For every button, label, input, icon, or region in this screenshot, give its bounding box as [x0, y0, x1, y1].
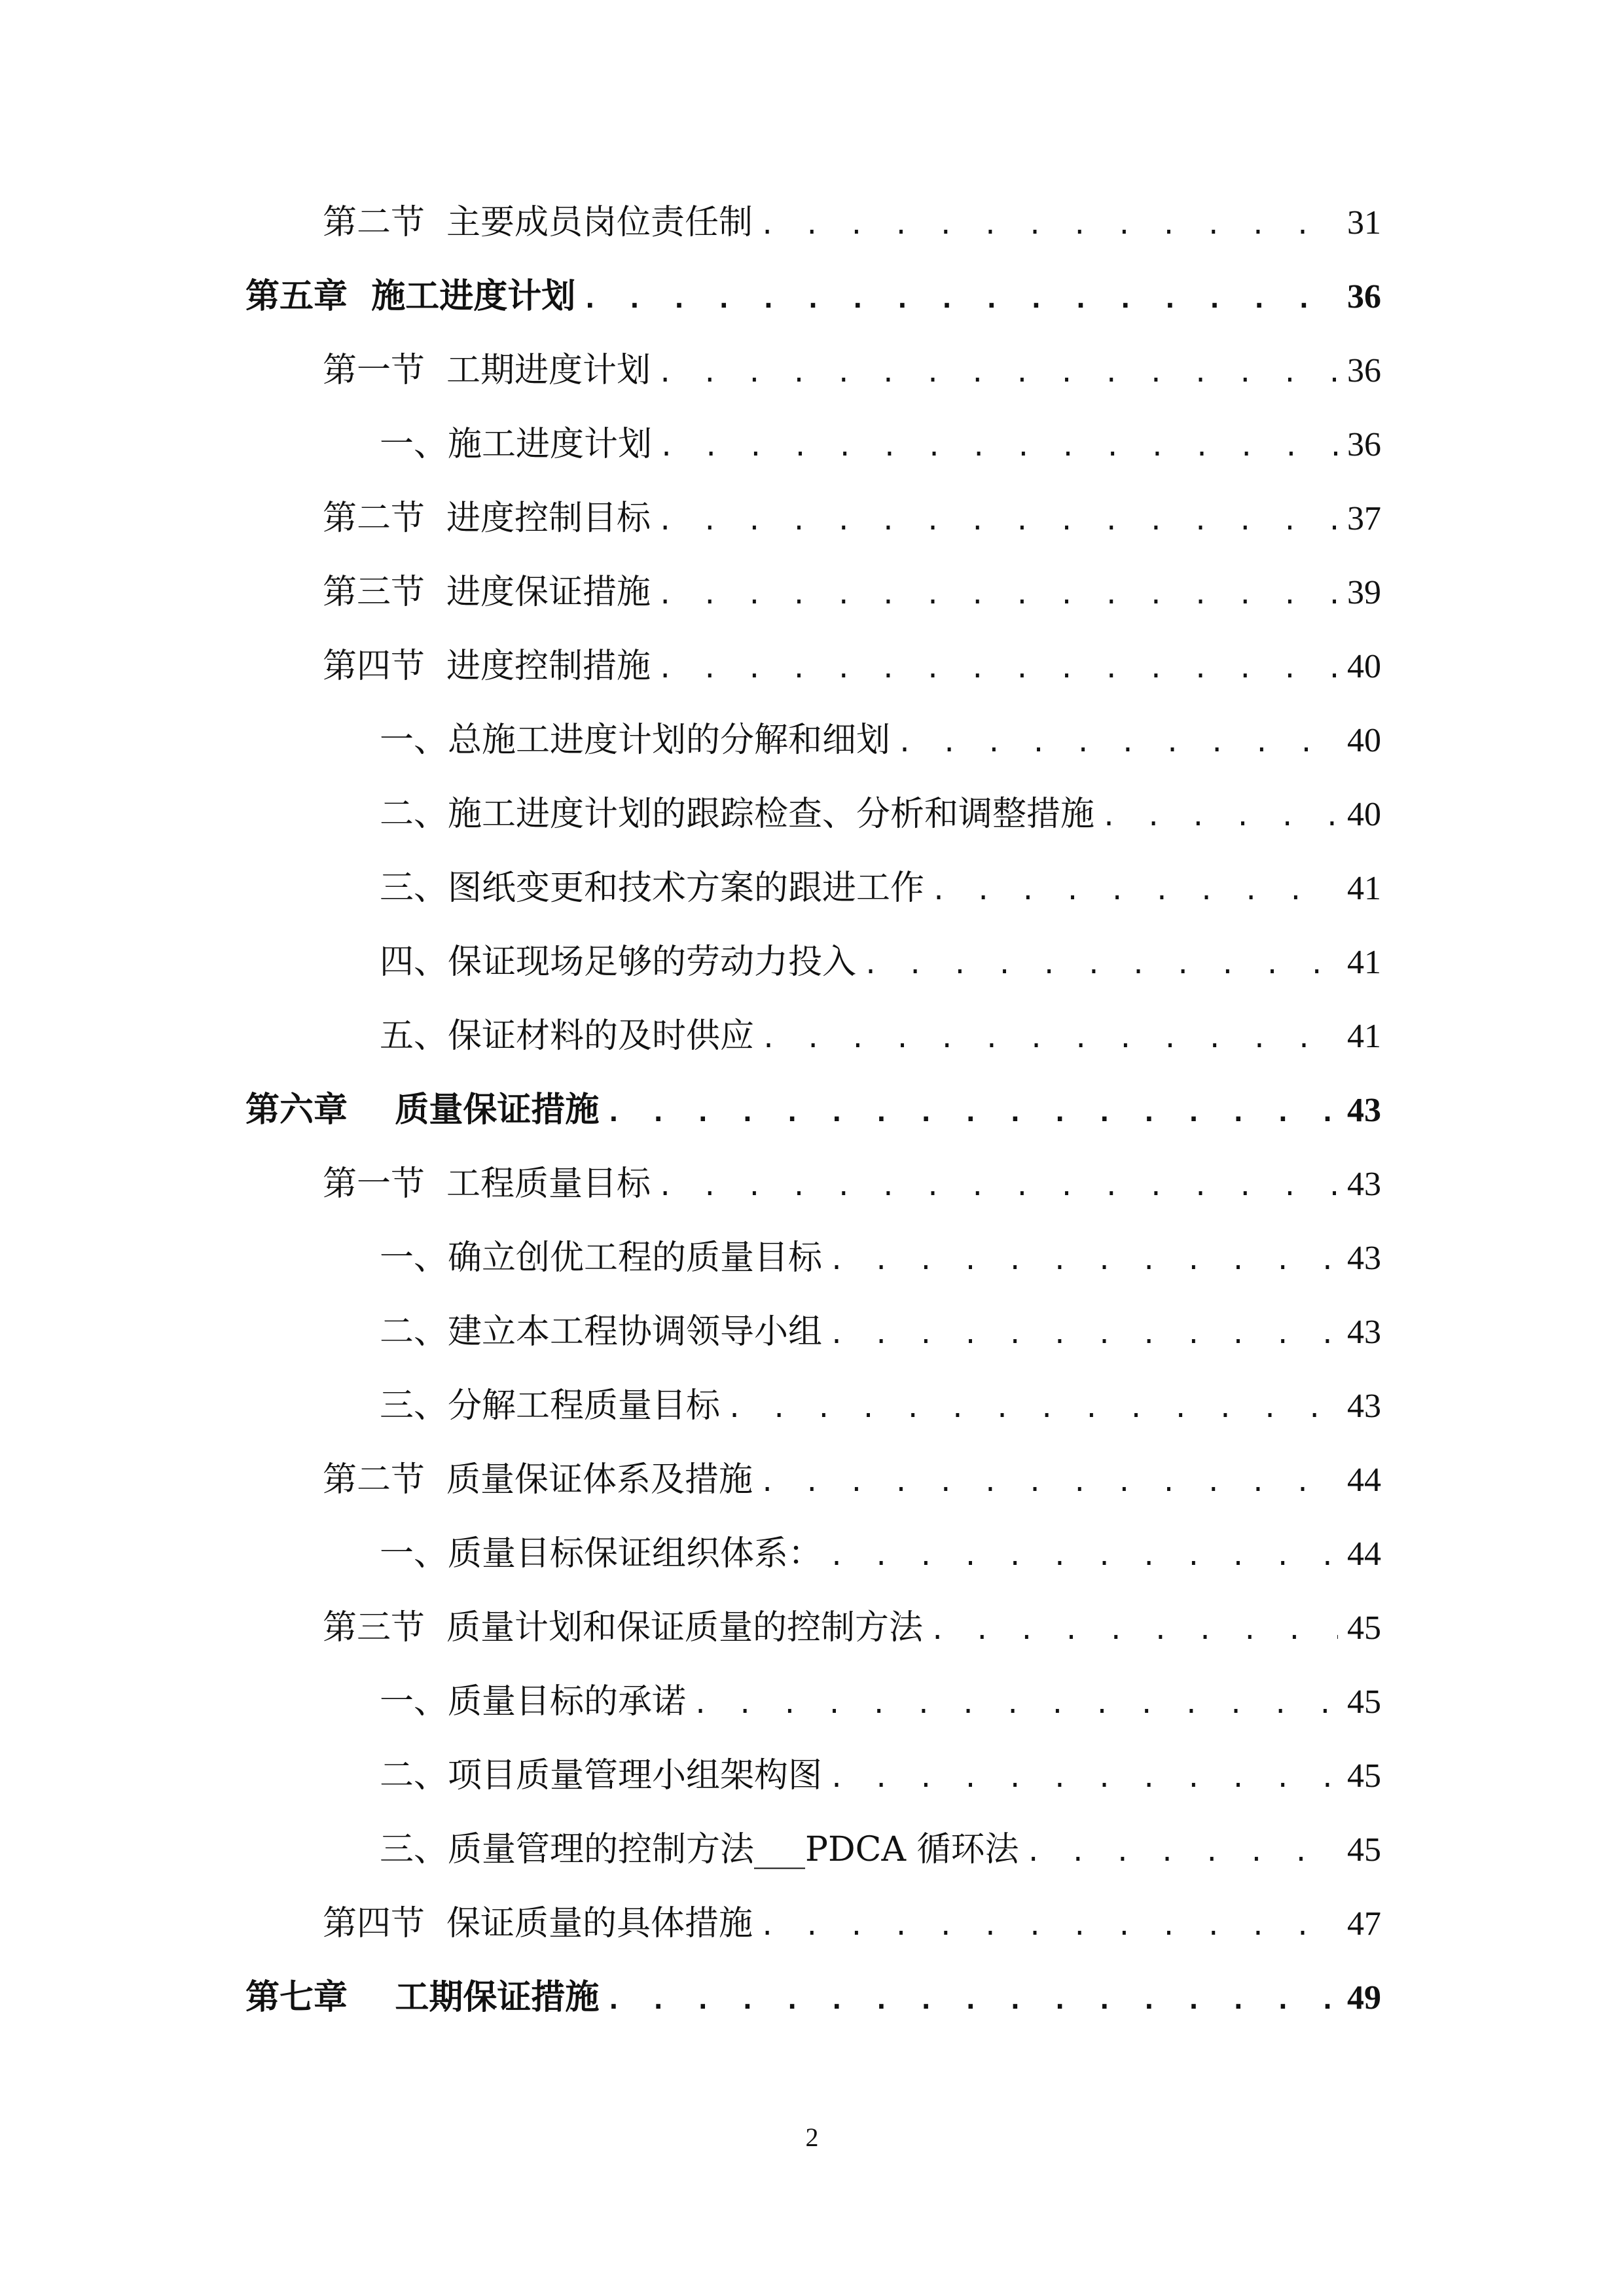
toc-dot-leader — [657, 340, 1338, 403]
toc-entry-page: 40 — [1347, 796, 1381, 833]
toc-entry[interactable] — [0, 1669, 1624, 1734]
toc-entry-page: 45 — [1347, 1831, 1381, 1869]
toc-entry[interactable] — [0, 1373, 1624, 1439]
toc-entry[interactable] — [0, 338, 1624, 403]
toc-entry[interactable] — [0, 855, 1624, 921]
toc-dot-leader — [605, 1967, 1338, 2030]
toc-entry-page: 43 — [1347, 1092, 1381, 1129]
toc-entry[interactable] — [0, 1521, 1624, 1587]
toc-entry-label: 二、施工进度计划的跟踪检查、分析和调整措施 — [380, 795, 1095, 834]
toc-entry-page: 40 — [1347, 722, 1381, 759]
toc-entry[interactable] — [0, 1225, 1624, 1291]
toc-entry-page: 43 — [1347, 1388, 1381, 1425]
toc-dot-leader — [759, 1893, 1338, 1956]
toc-dot-leader — [759, 192, 1338, 255]
toc-dot-leader — [829, 1302, 1338, 1365]
toc-entry-label: 第三节 进度保证措施 — [323, 573, 651, 612]
toc-entry-label: 第一节 工程质量目标 — [323, 1164, 651, 1204]
toc-entry[interactable] — [0, 1077, 1624, 1143]
toc-entry-page: 41 — [1347, 870, 1381, 907]
toc-entry[interactable] — [0, 1743, 1624, 1808]
toc-entry-label: 第二节 主要成员岗位责任制 — [323, 203, 753, 242]
toc-entry-page: 44 — [1347, 1535, 1381, 1573]
toc-entry[interactable] — [0, 929, 1624, 995]
toc-entry-label: 第三节 质量计划和保证质量的控制方法 — [323, 1608, 924, 1647]
toc-entry-page: 44 — [1347, 1462, 1381, 1499]
toc-entry-page: 36 — [1347, 278, 1381, 315]
toc-entry-page: 43 — [1347, 1166, 1381, 1203]
toc-entry-page: 43 — [1347, 1240, 1381, 1277]
toc-entry-label: 第五章 施工进度计划 — [245, 276, 576, 316]
toc-entry-page: 36 — [1347, 426, 1381, 463]
toc-entry-label: 一、质量目标的承诺 — [380, 1682, 687, 1721]
toc-entry-label: 四、保证现场足够的劳动力投入 — [380, 942, 857, 982]
toc-entry-page: 47 — [1347, 1905, 1381, 1943]
toc-entry-page: 45 — [1347, 1683, 1381, 1721]
toc-entry[interactable] — [0, 190, 1624, 255]
toc-dot-leader — [1101, 784, 1338, 847]
toc-entry-label: 五、保证材料的及时供应 — [380, 1016, 755, 1056]
toc-dot-leader — [931, 858, 1338, 921]
toc-entry[interactable] — [0, 634, 1624, 699]
toc-dot-leader — [829, 1228, 1338, 1291]
toc-dot-leader — [693, 1672, 1338, 1734]
toc-entry-label: 二、项目质量管理小组架构图 — [380, 1756, 823, 1795]
toc-entry-label: 第四节 保证质量的具体措施 — [323, 1904, 753, 1943]
toc-entry[interactable] — [0, 708, 1624, 773]
toc-entry-page: 41 — [1347, 1018, 1381, 1055]
toc-entry-label: 第一节 工期进度计划 — [323, 351, 651, 390]
toc-dot-leader — [657, 488, 1338, 551]
toc-entry-label: 一、质量目标保证组织体系： — [380, 1534, 823, 1573]
toc-entry[interactable] — [0, 412, 1624, 477]
toc-entry-page: 45 — [1347, 1757, 1381, 1795]
toc-entry-label: 第六章 质量保证措施 — [245, 1090, 600, 1130]
toc-dot-leader — [657, 1154, 1338, 1217]
toc-entry-page: 49 — [1347, 1979, 1381, 2017]
toc-dot-leader — [829, 1524, 1338, 1587]
toc-entry[interactable] — [0, 1965, 1624, 2030]
toc-entry[interactable] — [0, 781, 1624, 847]
toc-entry[interactable] — [0, 264, 1624, 329]
toc-entry-label: 第七章 工期保证措施 — [245, 1977, 600, 2017]
toc-entry-label: 第二节 进度控制目标 — [323, 499, 651, 538]
toc-entry-label: 第二节 质量保证体系及措施 — [323, 1460, 753, 1499]
toc-dot-leader — [897, 710, 1338, 773]
toc-entry-label: 二、建立本工程协调领导小组 — [380, 1312, 823, 1352]
toc-dot-leader — [659, 414, 1338, 477]
toc-dot-leader — [1026, 1820, 1338, 1882]
toc-entry-label: 三、质量管理的控制方法___PDCA 循环法 — [380, 1830, 1019, 1869]
toc-entry-label: 一、确立创优工程的质量目标 — [380, 1238, 823, 1278]
toc-entry-page: 45 — [1347, 1609, 1381, 1647]
toc-entry-page: 39 — [1347, 574, 1381, 611]
toc-entry-page: 36 — [1347, 352, 1381, 389]
toc-entry[interactable] — [0, 486, 1624, 551]
toc-dot-leader — [929, 1598, 1338, 1660]
toc-dot-leader — [761, 1006, 1338, 1069]
toc-entry[interactable] — [0, 1595, 1624, 1660]
toc-dot-leader — [863, 932, 1338, 995]
toc-entry[interactable] — [0, 1003, 1624, 1069]
toc-entry-label: 第四节 进度控制措施 — [323, 647, 651, 686]
toc-entry-page: 41 — [1347, 944, 1381, 981]
toc-entry-label: 一、施工进度计划 — [380, 425, 653, 464]
toc-entry[interactable] — [0, 1447, 1624, 1513]
toc-dot-leader — [657, 636, 1338, 699]
toc-entry-label: 一、总施工进度计划的分解和细划 — [380, 721, 891, 760]
toc-dot-leader — [727, 1376, 1338, 1439]
toc-entry-page: 31 — [1347, 204, 1381, 242]
toc-entry[interactable] — [0, 560, 1624, 625]
toc-dot-leader — [829, 1746, 1338, 1808]
toc-entry-page: 43 — [1347, 1314, 1381, 1351]
toc-entry[interactable] — [0, 1891, 1624, 1956]
toc-dot-leader — [605, 1080, 1338, 1143]
toc-entry[interactable] — [0, 1151, 1624, 1217]
page-number: 2 — [805, 2123, 819, 2152]
toc-entry-label: 三、图纸变更和技术方案的跟进工作 — [380, 869, 925, 908]
toc-dot-leader — [759, 1450, 1338, 1513]
toc-dot-leader — [657, 562, 1338, 625]
toc-entry[interactable] — [0, 1299, 1624, 1365]
toc-dot-leader — [582, 266, 1338, 329]
toc-entry-page: 37 — [1347, 500, 1381, 537]
toc-entry-page: 40 — [1347, 648, 1381, 685]
toc-entry-label: 三、分解工程质量目标 — [380, 1386, 721, 1426]
toc-entry[interactable] — [0, 1817, 1624, 1882]
